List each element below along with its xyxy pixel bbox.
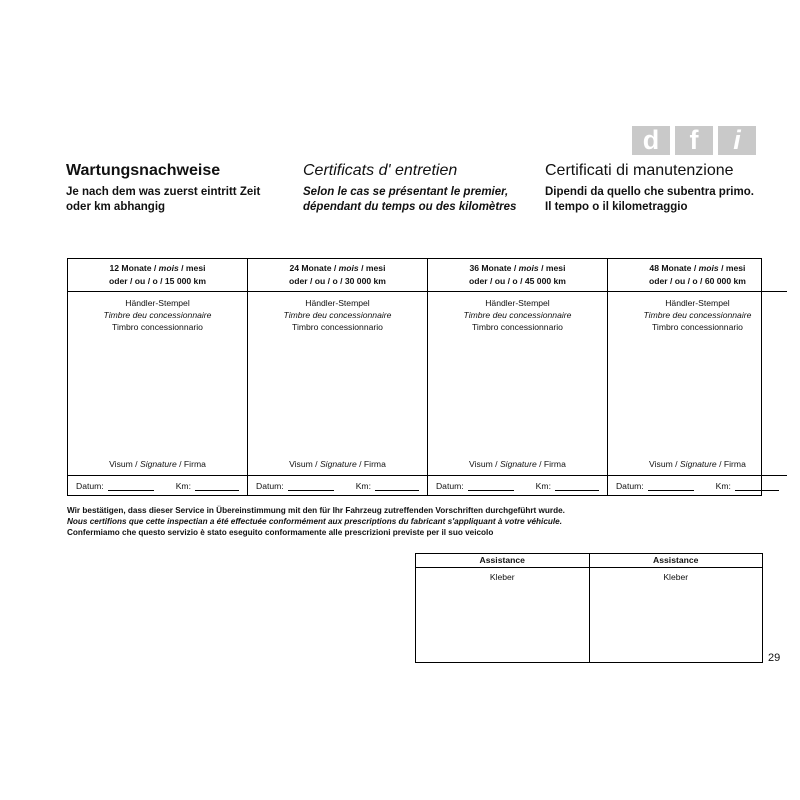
heading-title-fr: Certificats d' entretien	[303, 162, 458, 179]
interval-mesi: / mesi	[541, 263, 566, 273]
interval-mois: mois	[158, 263, 179, 273]
stamp-label-fr: Timbre deu concessionnaire	[463, 310, 572, 320]
visum-it: / Firma	[179, 459, 206, 469]
stamp-label-fr: Timbre deu concessionnaire	[643, 310, 752, 320]
date-km-row	[68, 475, 247, 495]
date-km-row	[248, 475, 427, 495]
interval-km: oder / ou / o / 30 000 km	[289, 276, 386, 286]
signature-label	[428, 458, 607, 470]
km-label: Km:	[715, 480, 731, 491]
service-column-36	[427, 259, 607, 495]
stamp-label-fr: Timbre deu concessionnaire	[103, 310, 212, 320]
lang-tab-d: d	[632, 126, 670, 155]
visum-de: Visum /	[109, 459, 138, 469]
interval-km: oder / ou / o / 60 000 km	[648, 276, 746, 286]
visum-it: / Firma	[539, 459, 566, 469]
heading-italian	[545, 162, 754, 215]
service-interval-header	[428, 259, 607, 292]
heading-sub-de-line-2: oder km abhangig	[66, 201, 166, 213]
dealer-stamp-area[interactable]	[248, 292, 427, 475]
service-record-table	[67, 258, 762, 496]
date-label: Datum:	[615, 480, 644, 491]
heading-sub-fr-line-1: Selon le cas se présentant le premier,	[303, 186, 509, 198]
date-field[interactable]	[108, 481, 154, 491]
visum-fr: Signature	[679, 459, 717, 469]
interval-km: oder / ou / o / 45 000 km	[468, 276, 566, 286]
visum-fr: Signature	[319, 459, 357, 469]
interval-months: 12 Monate /	[109, 263, 157, 273]
confirmation-de: Wir bestätigen, dass dieser Service in Übereinstimmung mit den für Ihr Fahrzeug zutreffenden Vorschriften durchgeführt wurde.	[67, 506, 565, 515]
interval-mesi: / mesi	[181, 263, 206, 273]
stamp-label-de: Händler-Stempel	[305, 298, 370, 308]
confirmation-it: Confermiamo che questo servizio è stato eseguito conformamente alle prescrizioni previste per il suo veicolo	[67, 528, 494, 537]
km-field[interactable]	[375, 481, 419, 491]
heading-sub-it-line-1: Dipendi da quello che subentra primo.	[545, 186, 754, 198]
stamp-label-it: Timbro concessionnario	[292, 322, 383, 332]
service-column-24	[247, 259, 427, 495]
heading-title-de: Wartungsnachweise	[66, 162, 221, 179]
visum-fr: Signature	[499, 459, 537, 469]
sticker-label: Kleber	[489, 572, 515, 582]
heading-title-it: Certificati di manutenzione	[545, 162, 734, 179]
service-column-48	[607, 259, 787, 495]
confirmation-fr: Nous certifions que cette inspectian a été effectuée conformément aux prescriptions du fabricant s'appliquant à votre véhicule.	[67, 517, 562, 526]
km-field[interactable]	[735, 481, 779, 491]
heading-german	[66, 162, 260, 215]
interval-months: 24 Monate /	[289, 263, 337, 273]
sticker-label: Kleber	[663, 572, 689, 582]
stamp-label-de: Händler-Stempel	[665, 298, 730, 308]
date-label: Datum:	[435, 480, 464, 491]
date-km-row	[608, 475, 787, 495]
lang-tab-i: i	[718, 126, 756, 155]
service-column-12	[68, 259, 247, 495]
stamp-label-de: Händler-Stempel	[485, 298, 550, 308]
km-field[interactable]	[195, 481, 239, 491]
date-field[interactable]	[288, 481, 334, 491]
heading-sub-de-line-1: Je nach dem was zuerst eintritt Zeit	[66, 186, 261, 198]
interval-mesi: / mesi	[361, 263, 386, 273]
interval-mois: mois	[518, 263, 539, 273]
assistance-header: Assistance	[416, 554, 589, 568]
date-field[interactable]	[648, 481, 694, 491]
lang-tab-f: f	[675, 126, 713, 155]
signature-label	[608, 458, 787, 470]
visum-fr: Signature	[139, 459, 177, 469]
visum-it: / Firma	[359, 459, 386, 469]
stamp-label-it: Timbro concessionnario	[651, 322, 743, 332]
stamp-label-it: Timbro concessionnario	[112, 322, 203, 332]
date-km-row	[428, 475, 607, 495]
signature-label	[248, 458, 427, 470]
date-label: Datum:	[76, 480, 104, 491]
visum-de: Visum /	[649, 459, 678, 469]
stamp-label-de: Händler-Stempel	[125, 298, 190, 308]
visum-it: / Firma	[719, 459, 746, 469]
km-label: Km:	[535, 480, 551, 491]
dealer-stamp-area[interactable]	[608, 292, 787, 475]
heading-sub-de	[66, 185, 260, 215]
interval-mois: mois	[338, 263, 359, 273]
heading-sub-it	[545, 185, 754, 215]
visum-de: Visum /	[469, 459, 498, 469]
language-tabs	[632, 126, 756, 155]
service-interval-header	[608, 259, 787, 292]
page-number: 29	[768, 652, 781, 664]
dealer-stamp-area[interactable]	[428, 292, 607, 475]
visum-de: Visum /	[289, 459, 318, 469]
dealer-stamp-area[interactable]	[68, 292, 247, 475]
assistance-header: Assistance	[590, 554, 763, 568]
heading-sub-it-line-2: Il tempo o il kilometraggio	[545, 201, 688, 213]
km-field[interactable]	[555, 481, 599, 491]
signature-label	[68, 458, 247, 470]
stamp-label-fr: Timbre deu concessionnaire	[283, 310, 392, 320]
assistance-table	[415, 553, 763, 663]
heading-french	[303, 162, 516, 215]
interval-km: oder / ou / o / 15 000 km	[109, 276, 206, 286]
service-interval-header	[68, 259, 247, 292]
date-label: Datum:	[255, 480, 284, 491]
service-interval-header	[248, 259, 427, 292]
km-label: Km:	[175, 480, 191, 491]
heading-sub-fr	[303, 185, 516, 215]
assistance-column[interactable]	[416, 554, 589, 662]
stamp-label-it: Timbro concessionnario	[472, 322, 563, 332]
interval-months: 48 Monate /	[649, 263, 697, 273]
assistance-column[interactable]	[589, 554, 763, 662]
confirmation-text	[67, 505, 565, 538]
km-label: Km:	[355, 480, 371, 491]
heading-sub-fr-line-2: dépendant du temps ou des kilomètres	[303, 201, 517, 213]
interval-months: 36 Monate /	[469, 263, 517, 273]
interval-mesi: / mesi	[721, 263, 746, 273]
interval-mois: mois	[698, 263, 719, 273]
date-field[interactable]	[468, 481, 514, 491]
